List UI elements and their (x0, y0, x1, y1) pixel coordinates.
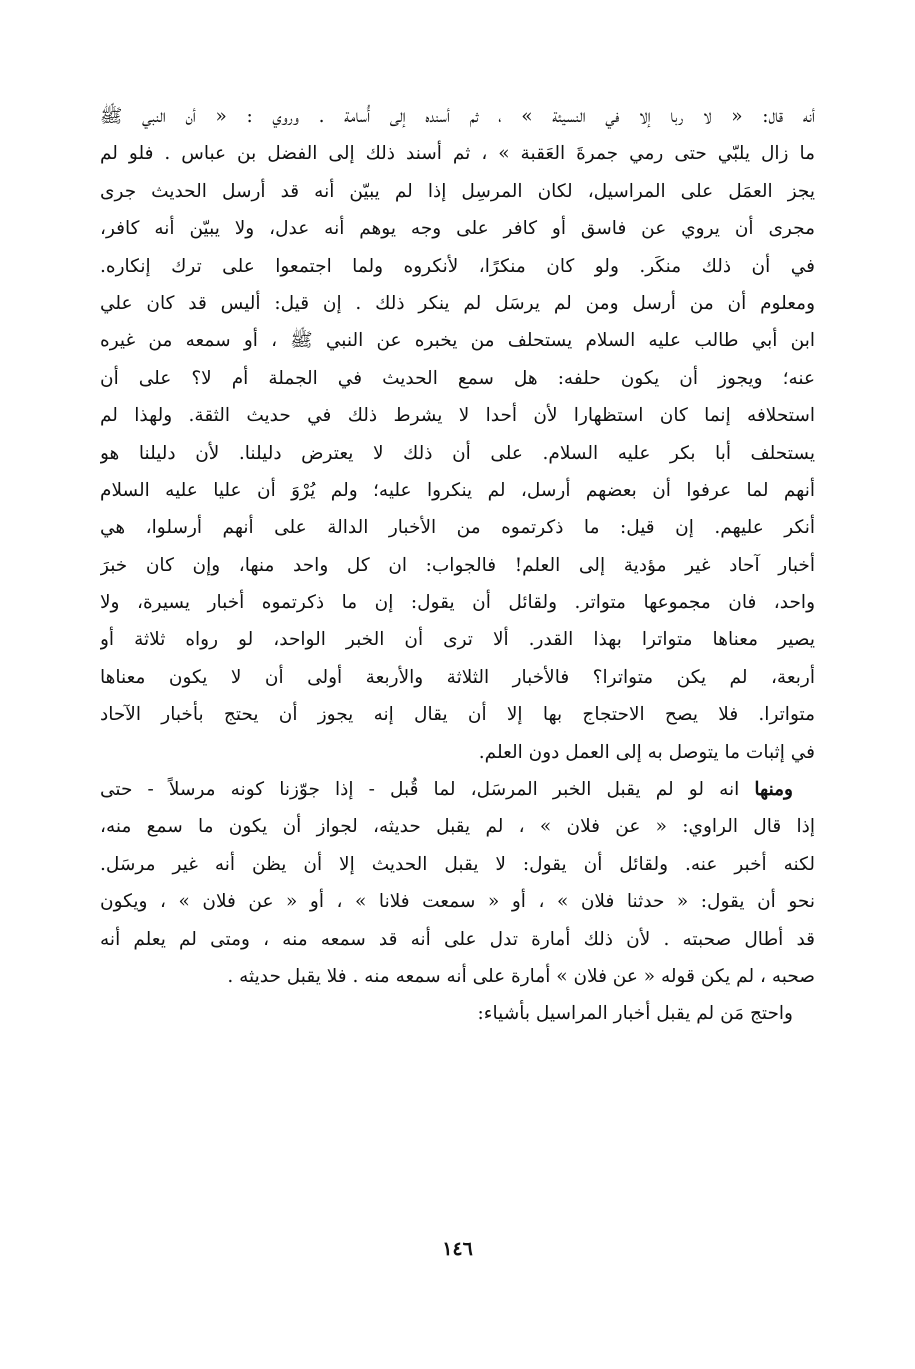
text-line: في أن ذلك منكَر. ولو كان منكرًا، لأنكروه ولما اجتمعوا على ترك إنكاره. (100, 255, 815, 277)
text-line (100, 771, 815, 808)
paragraph-1 (100, 98, 815, 771)
text-line: ابن أبي طالب عليه السلام يستحلف من يخبره عن النبي ﷺ ، أو سمعه من غيره (100, 330, 815, 352)
text-line: أنه قال: « لا ربا إلا في النسيئة » ، ثم أسنده إلى أُسامة . وروي : « أن النبي ﷺ (100, 106, 815, 127)
page-number: ١٤٦ (442, 1238, 473, 1260)
line-text: انه لو لم يقبل الخبر المرسَل، لما قُبل - إذا جوّزنا كونه مرسلاً - حتى (100, 779, 755, 801)
text-line: أنكر عليهم. إن قيل: ما ذكرتموه من الأخبار الدالة على أنهم أرسلوا، هي (100, 517, 815, 539)
text-line: أربعة، لم يكن متواترا؟ فالأخبار الثلاثة والأربعة أولى أن لا يكون معناها (100, 666, 815, 688)
text-line: ومعلوم أن من أرسل ومن لم يرسَل لم ينكر ذلك . إن قيل: أليس قد كان علي (100, 292, 815, 314)
text-line: مجرى أن يروي عن فاسق أو كافر على وجه يوهم أنه عدل، ولا يبيّن أنه كافر، (100, 218, 815, 240)
text-line: أخبار آحاد غير مؤدية إلى العلم! فالجواب: ان كل واحد منها، وإن كان خبرَ (100, 554, 815, 576)
text-line: لكنه أخبر عنه. ولقائل أن يقول: لا يقبل الحديث إلا أن يظن أنه غير مرسَل. (100, 853, 815, 875)
page-body-text (100, 98, 815, 1033)
text-line: واحتج مَن لم يقبل أخبار المراسيل بأشياء: (477, 1003, 793, 1025)
text-line: في إثبات ما يتوصل به إلى العمل دون العلم. (478, 741, 815, 763)
paragraph-3 (100, 995, 815, 1032)
text-line: استحلافه إنما كان استظهارا لأن أحدا لا يشرط ذلك في حديث الثقة. ولهذا لم (100, 405, 815, 427)
text-line: نحو أن يقول: « حدثنا فلان » ، أو « سمعت فلانا » ، أو « عن فلان » ، ويكون (100, 891, 815, 913)
text-line: قد أطال صحبته . لأن ذلك أمارة تدل على أنه قد سمعه منه ، ومتى لم يعلم أنه (100, 928, 815, 950)
text-line: عنه؛ ويجوز أن يكون حلفه: هل سمع الحديث في الجملة أم لا؟ على أن (100, 367, 815, 389)
text-line: إذا قال الراوي: « عن فلان » ، لم يقبل حديثه، لجواز أن يكون ما سمع منه، (100, 816, 815, 838)
text-line: واحد، فان مجموعها متواتر. ولقائل أن يقول: إن ما ذكرتموه أخبار يسيرة، ولا (100, 592, 815, 614)
paragraph-2 (100, 771, 815, 995)
text-line: أنهم لما عرفوا أن بعضهم أرسل، لم ينكروا عليه؛ ولم يُرْوَ أن عليا عليه السلام (100, 479, 815, 501)
text-line: صحبه ، لم يكن قوله « عن فلان » أمارة على أنه سمعه منه . فلا يقبل حديثه . (227, 965, 815, 987)
text-line: يجز العمَل على المراسيل، لكان المرسِل إذا لم يبيّن أنه قد أرسل الحديث جرى (100, 180, 815, 202)
text-line: متواترا. فلا يصح الاحتجاج بها إلا أن يقال إنه يجوز أن يحتج بأخبار الآحاد (100, 704, 815, 726)
text-line: يستحلف أبا بكر عليه السلام. على أن ذلك لا يعترض دليلنا. لأن دليلنا هو (100, 442, 815, 464)
text-line: ما زال يلبّي حتى رمي جمرةَ العَقبة » ، ثم أسند ذلك إلى الفضل بن عباس . فلو لم (100, 143, 815, 165)
text-line: يصير معناها متواترا بهذا القدر. ألا ترى أن الخبر الواحد، لو رواه ثلاثة أو (100, 629, 815, 651)
lead-word: ومنها (754, 779, 793, 801)
